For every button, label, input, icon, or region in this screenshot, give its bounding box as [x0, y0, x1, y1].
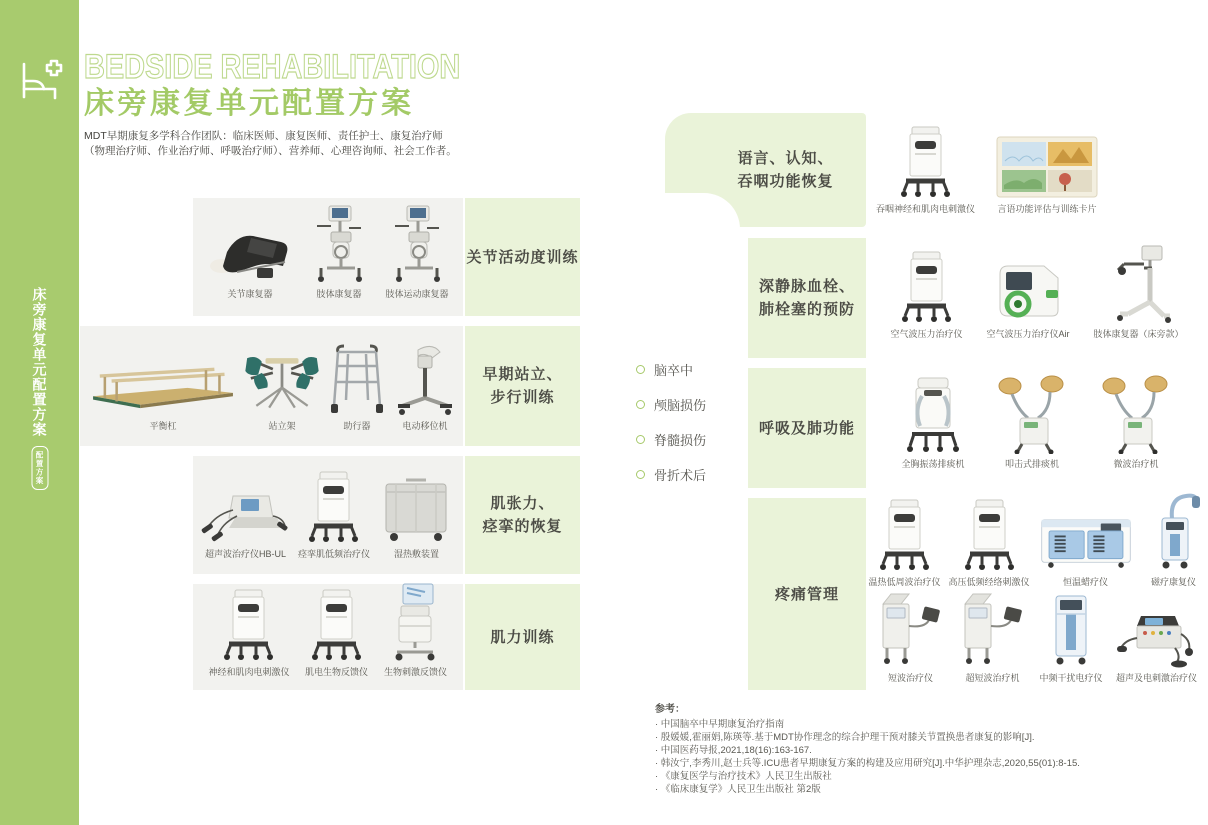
- equipment-item: [1094, 244, 1184, 340]
- equipment-item: [385, 204, 449, 300]
- warm-low-freq-device-image: [877, 498, 932, 572]
- air-pressure-device-image: [899, 250, 954, 324]
- pain-row-2: [866, 594, 1208, 690]
- magnet-therapy-device-image: [1142, 492, 1206, 572]
- ultrasound-device-image: [199, 490, 291, 544]
- category-label-dvt-prevention: 深静脉血栓、 肺栓塞的预防: [748, 238, 866, 358]
- device-label: 助行器: [343, 421, 371, 431]
- device-label: 言语功能评估与训练卡片: [997, 204, 1097, 214]
- panel-dvt-prevention: [866, 238, 1208, 358]
- equipment-item: [376, 474, 456, 560]
- device-label: 肢体康复器（床旁款）: [1093, 329, 1184, 339]
- reference-line: · 韩汝宁,李秀川,赵士兵等.ICU患者早期康复方案的构建及应用研究[J].中华护理杂志,2020,55(01):8-15.: [655, 758, 1080, 769]
- device-label: 全胸振荡排痰机: [901, 459, 965, 469]
- indications-card: [583, 193, 740, 690]
- category-label-muscle-strength: 肌力训练: [465, 584, 580, 690]
- parallel-bars-image: [88, 358, 238, 416]
- equipment-item: [957, 590, 1027, 684]
- title-en: BEDSIDE REHABILITATION: [84, 48, 461, 86]
- limb-rehab-device-image: [307, 204, 371, 284]
- device-label: 湿热敷装置: [393, 549, 439, 559]
- equipment-item: [1098, 374, 1174, 470]
- category-label-standing-walking: 早期站立、 步行训练: [465, 326, 580, 446]
- standing-frame-image: [238, 348, 326, 416]
- indication-label: 脑卒中: [654, 363, 694, 378]
- sidebar: [0, 0, 79, 825]
- device-label: 中频干扰电疗仪: [1039, 673, 1103, 683]
- device-label: 空气波压力治疗仪Air: [986, 329, 1070, 339]
- device-label: 平衡杠: [149, 421, 177, 431]
- circle-bullet-icon: [636, 470, 645, 479]
- mdt-line-2: （物理治疗师、作业治疗师、呼吸治疗师）、营养师、心理咨询师、社会工作者。: [84, 145, 457, 157]
- panel-respiratory: [866, 368, 1208, 488]
- sidebar-badge: 配置方案: [31, 446, 48, 490]
- device-label: 生物刺激反馈仪: [383, 667, 447, 677]
- wax-therapy-cabinet-image: [1038, 512, 1134, 572]
- pain-row-1: [866, 498, 1208, 594]
- equipment-item: [1038, 512, 1134, 588]
- category-label-muscle-tone: 肌张力、 痉挛的恢复: [465, 456, 580, 574]
- equipment-item: [949, 498, 1030, 588]
- indication-label: 颅脑损伤: [654, 398, 707, 413]
- equipment-item: [987, 260, 1070, 340]
- equipment-item: [995, 135, 1099, 215]
- reference-line: · 《临床康复学》人民卫生出版社 第2版: [655, 784, 821, 795]
- device-label: 吞咽神经和肌肉电刺激仪: [876, 204, 976, 214]
- header: [84, 50, 527, 159]
- device-label: 超声及电刺激治疗仪: [1115, 673, 1197, 683]
- device-label: 肌电生物反馈仪: [304, 667, 368, 677]
- mid-freq-interference-device-image: [1042, 590, 1100, 668]
- indication-item: [636, 430, 740, 449]
- device-label: 超短波治疗机: [965, 673, 1020, 683]
- equipment-item: [1115, 608, 1199, 684]
- device-label: 站立架: [268, 421, 296, 431]
- indication-label: 骨折术后: [654, 468, 707, 483]
- device-label: 叩击式排痰机: [1004, 459, 1059, 469]
- device-label: 痉挛肌低频治疗仪: [297, 549, 370, 559]
- panel-speech-swallow: [866, 113, 1208, 227]
- emg-biofeedback-image: [309, 588, 364, 662]
- mdt-team-description: [84, 129, 527, 159]
- reference-line: · 《康复医学与治疗技术》人民卫生出版社: [655, 771, 832, 782]
- equipment-item: [208, 588, 289, 678]
- equipment-item: [238, 348, 326, 432]
- reference-line: · 中国脑卒中早期康复治疗指南: [655, 719, 785, 730]
- equipment-item: [298, 470, 370, 560]
- device-label: 磁疗康复仪: [1151, 577, 1197, 587]
- shortwave-device-image: [875, 590, 945, 668]
- bio-stim-feedback-image: [383, 582, 447, 662]
- percussion-device-image: [994, 374, 1070, 454]
- equipment-item: [307, 204, 371, 300]
- equipment-item: [326, 344, 388, 432]
- equipment-item: [1142, 492, 1206, 588]
- indication-item: [636, 395, 740, 414]
- equipment-item: [88, 358, 238, 432]
- circle-bullet-icon: [636, 400, 645, 409]
- panel-muscle-tone: [193, 456, 463, 574]
- equipment-item: [875, 590, 945, 684]
- reference-line: · 中国医药导报,2021,18(16):163-167.: [655, 745, 812, 756]
- device-label: 高压低频经络刺激仪: [948, 577, 1030, 587]
- device-label: 微波治疗机: [1113, 459, 1159, 469]
- device-label: 肢体康复器: [316, 289, 362, 299]
- panel-muscle-strength: [193, 584, 463, 690]
- category-label-joint-rom: 关节活动度训练: [465, 198, 580, 316]
- bedside-limb-rehab-image: [1106, 244, 1172, 324]
- equipment-item: [900, 376, 966, 470]
- indication-item: [636, 360, 740, 379]
- equipment-item: [207, 222, 293, 300]
- references-heading: 参考：: [655, 704, 685, 715]
- air-pressure-air-device-image: [990, 260, 1066, 324]
- equipment-item: [994, 374, 1070, 470]
- device-label: 关节康复器: [227, 289, 273, 299]
- device-label: 短波治疗仪: [887, 673, 933, 683]
- equipment-item: [868, 498, 940, 588]
- references: [655, 700, 1208, 796]
- equipment-item: [388, 342, 462, 432]
- nmes-device-image: [221, 588, 276, 662]
- ultrasound-estim-device-image: [1115, 608, 1199, 668]
- device-label: 空气波压力治疗仪: [890, 329, 963, 339]
- bed-plus-icon: [14, 52, 64, 111]
- equipment-item: [199, 490, 291, 560]
- joint-rehab-device-image: [207, 222, 293, 284]
- equipment-item: [383, 582, 447, 678]
- category-label-respiratory: 呼吸及肺功能: [748, 368, 866, 488]
- hv-meridian-stim-device-image: [962, 498, 1017, 572]
- sidebar-vertical-title: 床旁康复单元配置方案: [31, 287, 48, 437]
- indication-item: [636, 465, 740, 484]
- walker-image: [326, 344, 388, 416]
- equipment-item: [305, 588, 368, 678]
- limb-motion-device-image: [385, 204, 449, 284]
- category-label-speech-swallow: 语言、认知、 吞咽功能恢复: [665, 113, 866, 227]
- panel-standing-walking: [80, 326, 463, 446]
- reference-line: · 殷媛媛,霍丽娟,陈瑛等.基于MDT协作理念的综合护理干预对膝关节置换患者康复的影响[J].: [655, 732, 1035, 743]
- ultra-shortwave-device-image: [957, 590, 1027, 668]
- device-label: 恒温蜡疗仪: [1063, 577, 1109, 587]
- device-label: 肢体运动康复器: [385, 289, 449, 299]
- panel-joint-rom: [193, 198, 463, 316]
- patient-lift-image: [388, 342, 462, 416]
- swallow-stim-device-image: [898, 125, 953, 199]
- circle-bullet-icon: [636, 435, 645, 444]
- page-title: 床旁康复单元配置方案: [84, 87, 414, 120]
- device-label: 电动移位机: [402, 421, 448, 431]
- hot-pack-device-image: [376, 474, 456, 544]
- mdt-line-1: MDT早期康复多学科合作团队：临床医师、康复医师、责任护士、康复治疗师: [84, 130, 443, 142]
- equipment-item: [1039, 590, 1102, 684]
- panel-pain-management: [866, 498, 1208, 690]
- device-label: 神经和肌肉电刺激仪: [208, 667, 290, 677]
- equipment-item: [890, 250, 962, 340]
- device-label: 温热低周波治疗仪: [868, 577, 941, 587]
- equipment-item: [876, 125, 975, 215]
- microwave-device-image: [1098, 374, 1174, 454]
- speech-cards-image: [995, 135, 1099, 199]
- device-label: 超声波治疗仪HB-UL: [204, 549, 286, 559]
- low-freq-device-image: [306, 470, 361, 544]
- circle-bullet-icon: [636, 365, 645, 374]
- chest-oscillation-device-image: [900, 376, 966, 454]
- category-label-pain-management: 疼痛管理: [748, 498, 866, 690]
- indication-label: 脊髓损伤: [654, 433, 707, 448]
